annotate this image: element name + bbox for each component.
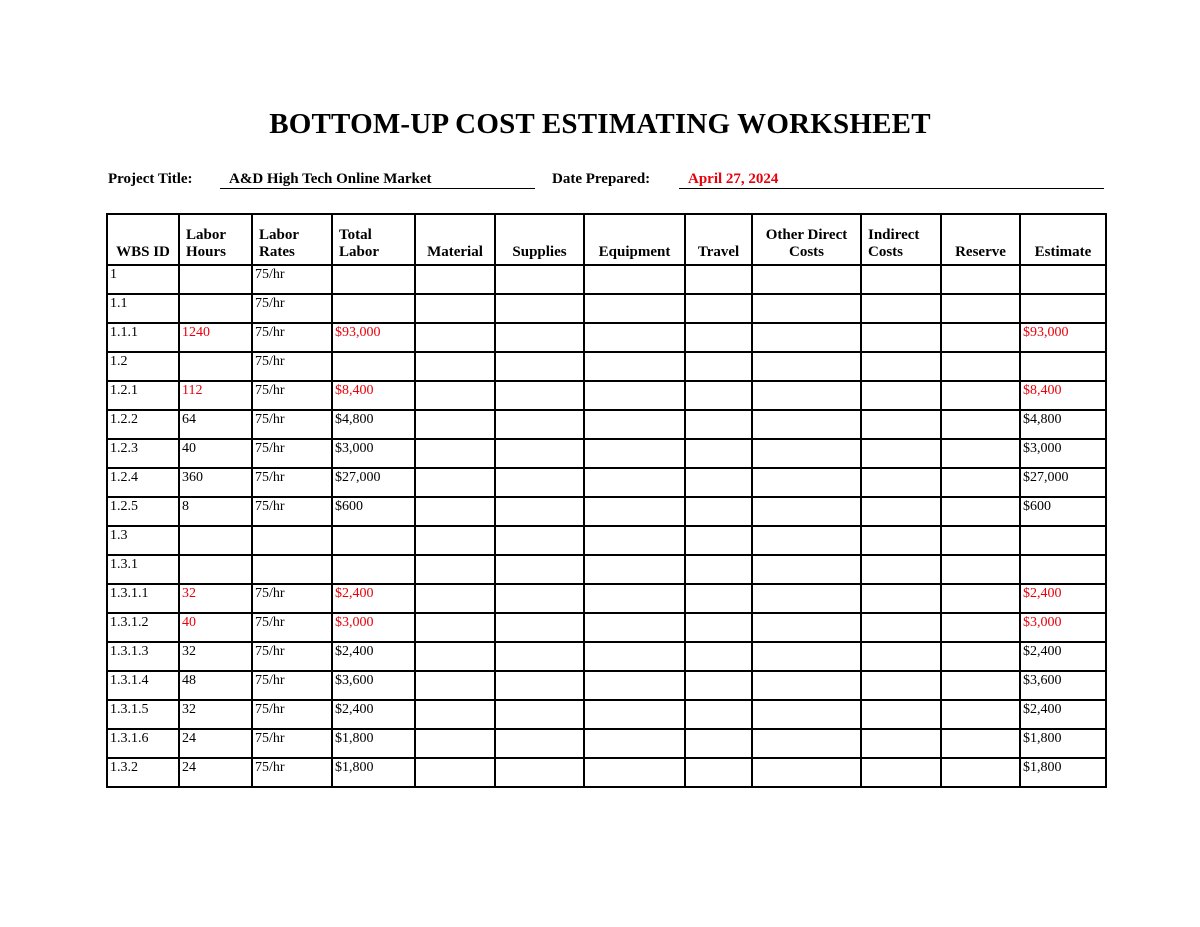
material-cell xyxy=(415,265,495,294)
travel-cell xyxy=(685,671,752,700)
total-labor-cell: $3,000 xyxy=(332,613,415,642)
labor-rates-cell: 75/hr xyxy=(252,410,332,439)
supplies-cell xyxy=(495,758,584,787)
labor-rates-cell xyxy=(252,555,332,584)
estimate-cell: $3,000 xyxy=(1020,439,1106,468)
reserve-cell xyxy=(941,323,1020,352)
travel-cell xyxy=(685,352,752,381)
labor-hours-cell: 32 xyxy=(179,642,252,671)
table-row xyxy=(107,497,1106,526)
labor-hours-cell xyxy=(179,555,252,584)
total-labor-cell: $1,800 xyxy=(332,758,415,787)
table-row xyxy=(107,729,1106,758)
total-labor-cell: $27,000 xyxy=(332,468,415,497)
total-labor-cell: $93,000 xyxy=(332,323,415,352)
supplies-cell xyxy=(495,468,584,497)
header-equipment: Equipment xyxy=(584,214,685,265)
travel-cell xyxy=(685,613,752,642)
supplies-cell xyxy=(495,555,584,584)
estimate-cell: $2,400 xyxy=(1020,584,1106,613)
reserve-cell xyxy=(941,526,1020,555)
wbs-id-cell: 1.3 xyxy=(107,526,179,555)
reserve-cell xyxy=(941,584,1020,613)
labor-hours-cell: 24 xyxy=(179,729,252,758)
labor-rates-cell: 75/hr xyxy=(252,758,332,787)
total-labor-cell: $1,800 xyxy=(332,729,415,758)
indirect-costs-cell xyxy=(861,613,941,642)
labor-rates-cell: 75/hr xyxy=(252,381,332,410)
table-row xyxy=(107,526,1106,555)
table-row xyxy=(107,584,1106,613)
table-row xyxy=(107,613,1106,642)
table-row xyxy=(107,265,1106,294)
other-direct-costs-cell xyxy=(752,729,861,758)
other-direct-costs-cell xyxy=(752,265,861,294)
header-reserve: Reserve xyxy=(941,214,1020,265)
wbs-id-cell: 1.1.1 xyxy=(107,323,179,352)
total-labor-cell: $4,800 xyxy=(332,410,415,439)
reserve-cell xyxy=(941,439,1020,468)
wbs-id-cell: 1 xyxy=(107,265,179,294)
other-direct-costs-cell xyxy=(752,555,861,584)
equipment-cell xyxy=(584,294,685,323)
project-title-label: Project Title: xyxy=(108,171,193,187)
other-direct-costs-cell xyxy=(752,613,861,642)
table-row xyxy=(107,555,1106,584)
estimate-cell: $2,400 xyxy=(1020,642,1106,671)
other-direct-costs-cell xyxy=(752,497,861,526)
table-row xyxy=(107,758,1106,787)
total-labor-cell: $2,400 xyxy=(332,700,415,729)
labor-rates-cell: 75/hr xyxy=(252,584,332,613)
wbs-id-cell: 1.2.5 xyxy=(107,497,179,526)
labor-hours-cell: 40 xyxy=(179,439,252,468)
table-row xyxy=(107,700,1106,729)
indirect-costs-cell xyxy=(861,352,941,381)
reserve-cell xyxy=(941,700,1020,729)
material-cell xyxy=(415,468,495,497)
material-cell xyxy=(415,526,495,555)
other-direct-costs-cell xyxy=(752,584,861,613)
material-cell xyxy=(415,584,495,613)
other-direct-costs-cell xyxy=(752,439,861,468)
labor-rates-cell: 75/hr xyxy=(252,700,332,729)
travel-cell xyxy=(685,497,752,526)
estimate-cell xyxy=(1020,294,1106,323)
estimate-cell: $600 xyxy=(1020,497,1106,526)
labor-hours-cell: 24 xyxy=(179,758,252,787)
labor-hours-cell: 40 xyxy=(179,613,252,642)
labor-hours-cell xyxy=(179,265,252,294)
reserve-cell xyxy=(941,555,1020,584)
indirect-costs-cell xyxy=(861,439,941,468)
supplies-cell xyxy=(495,584,584,613)
travel-cell xyxy=(685,526,752,555)
material-cell xyxy=(415,294,495,323)
total-labor-cell: $3,000 xyxy=(332,439,415,468)
header-travel: Travel xyxy=(685,214,752,265)
reserve-cell xyxy=(941,642,1020,671)
table-row xyxy=(107,381,1106,410)
travel-cell xyxy=(685,555,752,584)
header-labor-hours: Labor Hours xyxy=(179,214,252,265)
equipment-cell xyxy=(584,642,685,671)
supplies-cell xyxy=(495,671,584,700)
indirect-costs-cell xyxy=(861,584,941,613)
header-supplies: Supplies xyxy=(495,214,584,265)
reserve-cell xyxy=(941,468,1020,497)
material-cell xyxy=(415,555,495,584)
indirect-costs-cell xyxy=(861,381,941,410)
wbs-id-cell: 1.3.1.3 xyxy=(107,642,179,671)
table-row xyxy=(107,439,1106,468)
estimate-cell: $1,800 xyxy=(1020,729,1106,758)
indirect-costs-cell xyxy=(861,410,941,439)
material-cell xyxy=(415,323,495,352)
travel-cell xyxy=(685,265,752,294)
indirect-costs-cell xyxy=(861,555,941,584)
total-labor-cell: $600 xyxy=(332,497,415,526)
labor-hours-cell: 64 xyxy=(179,410,252,439)
wbs-id-cell: 1.3.1.4 xyxy=(107,671,179,700)
labor-rates-cell: 75/hr xyxy=(252,323,332,352)
header-other-direct-costs: Other Direct Costs xyxy=(752,214,861,265)
header-wbs-id: WBS ID xyxy=(107,214,179,265)
equipment-cell xyxy=(584,352,685,381)
table-row xyxy=(107,468,1106,497)
material-cell xyxy=(415,613,495,642)
supplies-cell xyxy=(495,381,584,410)
supplies-cell xyxy=(495,700,584,729)
wbs-id-cell: 1.2.3 xyxy=(107,439,179,468)
wbs-id-cell: 1.3.1.5 xyxy=(107,700,179,729)
other-direct-costs-cell xyxy=(752,352,861,381)
table-row xyxy=(107,323,1106,352)
material-cell xyxy=(415,381,495,410)
supplies-cell xyxy=(495,526,584,555)
equipment-cell xyxy=(584,323,685,352)
reserve-cell xyxy=(941,729,1020,758)
indirect-costs-cell xyxy=(861,497,941,526)
header-estimate: Estimate xyxy=(1020,214,1106,265)
estimate-cell: $3,600 xyxy=(1020,671,1106,700)
table-body xyxy=(107,265,1106,787)
travel-cell xyxy=(685,700,752,729)
other-direct-costs-cell xyxy=(752,323,861,352)
equipment-cell xyxy=(584,497,685,526)
supplies-cell xyxy=(495,729,584,758)
cost-estimating-table xyxy=(106,213,1107,788)
other-direct-costs-cell xyxy=(752,758,861,787)
reserve-cell xyxy=(941,497,1020,526)
travel-cell xyxy=(685,439,752,468)
table-row xyxy=(107,294,1106,323)
labor-hours-cell xyxy=(179,352,252,381)
wbs-id-cell: 1.1 xyxy=(107,294,179,323)
reserve-cell xyxy=(941,758,1020,787)
total-labor-cell xyxy=(332,294,415,323)
labor-rates-cell: 75/hr xyxy=(252,352,332,381)
labor-rates-cell: 75/hr xyxy=(252,468,332,497)
total-labor-cell: $2,400 xyxy=(332,584,415,613)
material-cell xyxy=(415,758,495,787)
material-cell xyxy=(415,410,495,439)
header-indirect-costs: Indirect Costs xyxy=(861,214,941,265)
reserve-cell xyxy=(941,265,1020,294)
reserve-cell xyxy=(941,613,1020,642)
other-direct-costs-cell xyxy=(752,410,861,439)
estimate-cell xyxy=(1020,555,1106,584)
project-title-value: A&D High Tech Online Market xyxy=(220,171,535,189)
equipment-cell xyxy=(584,439,685,468)
wbs-id-cell: 1.3.2 xyxy=(107,758,179,787)
labor-hours-cell: 48 xyxy=(179,671,252,700)
travel-cell xyxy=(685,468,752,497)
labor-rates-cell: 75/hr xyxy=(252,497,332,526)
estimate-cell xyxy=(1020,526,1106,555)
other-direct-costs-cell xyxy=(752,671,861,700)
total-labor-cell xyxy=(332,526,415,555)
travel-cell xyxy=(685,294,752,323)
total-labor-cell: $8,400 xyxy=(332,381,415,410)
travel-cell xyxy=(685,758,752,787)
travel-cell xyxy=(685,381,752,410)
total-labor-cell: $3,600 xyxy=(332,671,415,700)
estimate-cell xyxy=(1020,352,1106,381)
equipment-cell xyxy=(584,758,685,787)
travel-cell xyxy=(685,323,752,352)
estimate-cell: $8,400 xyxy=(1020,381,1106,410)
equipment-cell xyxy=(584,381,685,410)
supplies-cell xyxy=(495,410,584,439)
labor-hours-cell: 32 xyxy=(179,700,252,729)
indirect-costs-cell xyxy=(861,526,941,555)
indirect-costs-cell xyxy=(861,294,941,323)
other-direct-costs-cell xyxy=(752,642,861,671)
wbs-id-cell: 1.2 xyxy=(107,352,179,381)
table-row xyxy=(107,671,1106,700)
table-row xyxy=(107,410,1106,439)
indirect-costs-cell xyxy=(861,468,941,497)
material-cell xyxy=(415,497,495,526)
estimate-cell: $3,000 xyxy=(1020,613,1106,642)
labor-rates-cell: 75/hr xyxy=(252,265,332,294)
total-labor-cell xyxy=(332,555,415,584)
equipment-cell xyxy=(584,671,685,700)
indirect-costs-cell xyxy=(861,323,941,352)
indirect-costs-cell xyxy=(861,729,941,758)
labor-rates-cell: 75/hr xyxy=(252,294,332,323)
equipment-cell xyxy=(584,526,685,555)
estimate-cell xyxy=(1020,265,1106,294)
material-cell xyxy=(415,352,495,381)
supplies-cell xyxy=(495,613,584,642)
indirect-costs-cell xyxy=(861,700,941,729)
other-direct-costs-cell xyxy=(752,381,861,410)
equipment-cell xyxy=(584,410,685,439)
equipment-cell xyxy=(584,584,685,613)
estimate-cell: $4,800 xyxy=(1020,410,1106,439)
reserve-cell xyxy=(941,410,1020,439)
material-cell xyxy=(415,671,495,700)
supplies-cell xyxy=(495,352,584,381)
header-total-labor: Total Labor xyxy=(332,214,415,265)
supplies-cell xyxy=(495,265,584,294)
labor-rates-cell: 75/hr xyxy=(252,613,332,642)
total-labor-cell xyxy=(332,265,415,294)
labor-hours-cell xyxy=(179,294,252,323)
labor-rates-cell: 75/hr xyxy=(252,729,332,758)
material-cell xyxy=(415,439,495,468)
supplies-cell xyxy=(495,497,584,526)
material-cell xyxy=(415,729,495,758)
supplies-cell xyxy=(495,323,584,352)
labor-hours-cell: 112 xyxy=(179,381,252,410)
reserve-cell xyxy=(941,294,1020,323)
labor-hours-cell: 32 xyxy=(179,584,252,613)
labor-rates-cell: 75/hr xyxy=(252,439,332,468)
indirect-costs-cell xyxy=(861,758,941,787)
labor-hours-cell: 360 xyxy=(179,468,252,497)
supplies-cell xyxy=(495,294,584,323)
reserve-cell xyxy=(941,671,1020,700)
labor-rates-cell: 75/hr xyxy=(252,671,332,700)
indirect-costs-cell xyxy=(861,265,941,294)
indirect-costs-cell xyxy=(861,642,941,671)
estimate-cell: $27,000 xyxy=(1020,468,1106,497)
travel-cell xyxy=(685,642,752,671)
table-row xyxy=(107,642,1106,671)
labor-hours-cell: 8 xyxy=(179,497,252,526)
reserve-cell xyxy=(941,381,1020,410)
date-prepared-value: April 27, 2024 xyxy=(679,171,1104,189)
material-cell xyxy=(415,700,495,729)
indirect-costs-cell xyxy=(861,671,941,700)
header-labor-rates: Labor Rates xyxy=(252,214,332,265)
wbs-id-cell: 1.2.2 xyxy=(107,410,179,439)
wbs-id-cell: 1.3.1.6 xyxy=(107,729,179,758)
wbs-id-cell: 1.3.1.2 xyxy=(107,613,179,642)
total-labor-cell: $2,400 xyxy=(332,642,415,671)
other-direct-costs-cell xyxy=(752,468,861,497)
other-direct-costs-cell xyxy=(752,700,861,729)
header-material: Material xyxy=(415,214,495,265)
reserve-cell xyxy=(941,352,1020,381)
table-row xyxy=(107,352,1106,381)
equipment-cell xyxy=(584,700,685,729)
other-direct-costs-cell xyxy=(752,294,861,323)
estimate-cell: $1,800 xyxy=(1020,758,1106,787)
equipment-cell xyxy=(584,613,685,642)
travel-cell xyxy=(685,729,752,758)
date-prepared-label: Date Prepared: xyxy=(552,171,651,187)
labor-rates-cell: 75/hr xyxy=(252,642,332,671)
wbs-id-cell: 1.3.1 xyxy=(107,555,179,584)
estimate-cell: $93,000 xyxy=(1020,323,1106,352)
equipment-cell xyxy=(584,729,685,758)
labor-hours-cell xyxy=(179,526,252,555)
total-labor-cell xyxy=(332,352,415,381)
equipment-cell xyxy=(584,555,685,584)
material-cell xyxy=(415,642,495,671)
other-direct-costs-cell xyxy=(752,526,861,555)
estimate-cell: $2,400 xyxy=(1020,700,1106,729)
wbs-id-cell: 1.3.1.1 xyxy=(107,584,179,613)
travel-cell xyxy=(685,410,752,439)
table-header-row xyxy=(107,214,1106,265)
equipment-cell xyxy=(584,468,685,497)
page-title: BOTTOM-UP COST ESTIMATING WORKSHEET xyxy=(269,108,931,140)
travel-cell xyxy=(685,584,752,613)
labor-hours-cell: 1240 xyxy=(179,323,252,352)
wbs-id-cell: 1.2.4 xyxy=(107,468,179,497)
equipment-cell xyxy=(584,265,685,294)
supplies-cell xyxy=(495,439,584,468)
labor-rates-cell xyxy=(252,526,332,555)
wbs-id-cell: 1.2.1 xyxy=(107,381,179,410)
supplies-cell xyxy=(495,642,584,671)
